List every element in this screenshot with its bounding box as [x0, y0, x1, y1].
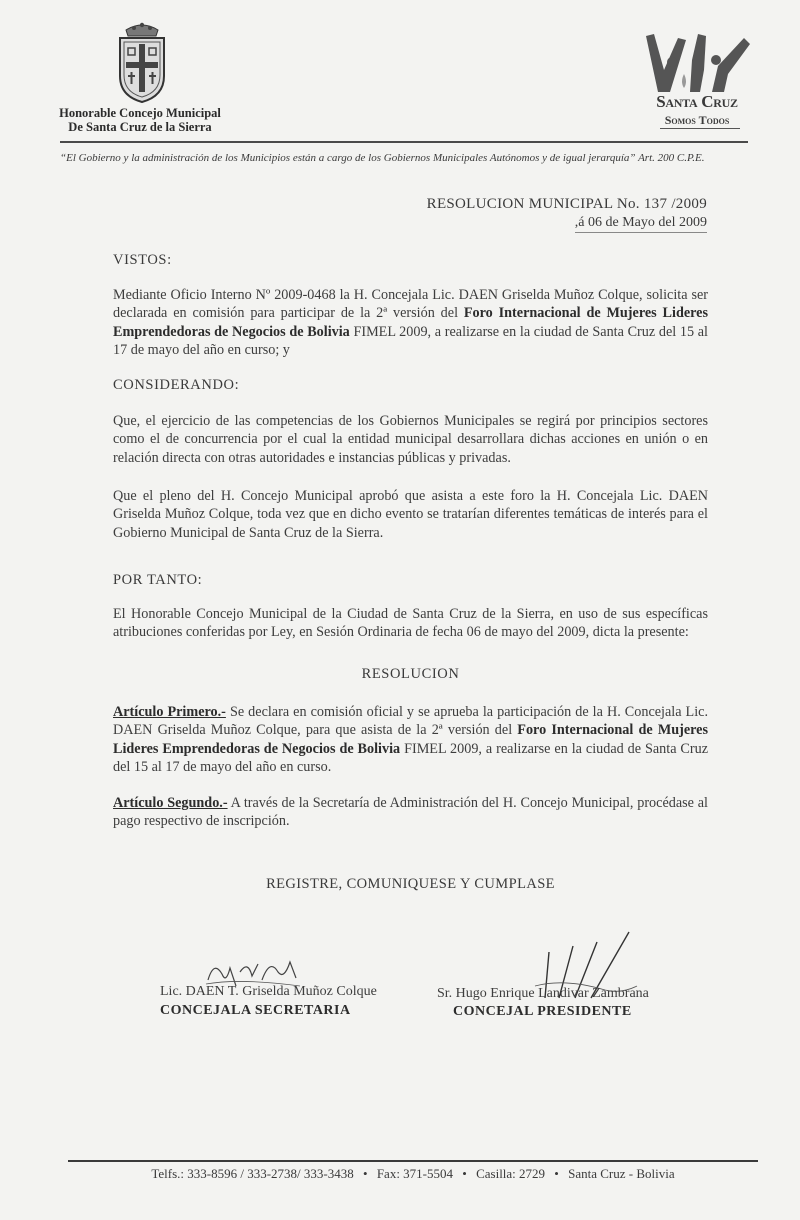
articulo-segundo-label: Artículo Segundo.-: [113, 795, 228, 811]
footer-bullet: •: [363, 1166, 368, 1181]
closing-formula: REGISTRE, COMUNIQUESE Y CUMPLASE: [266, 876, 555, 892]
resolution-title: RESOLUCION MUNICIPAL No. 137 /2009: [426, 196, 707, 212]
vistos-text-2: FIMEL 2009, a realizarse en la ciudad de Santa Cruz del 15 al 17 de mayo del año en curso; y: [113, 323, 708, 358]
municipal-crest-icon: [112, 18, 172, 104]
articulo-segundo: [113, 794, 708, 831]
articulo-primero-text-1: Se declara en comisión oficial y se aprueba la participación de la H. Concejala Lic. DAEN Griselda Muñoz Colque, para que asista de la 2ª versión del: [113, 704, 709, 739]
considerando-paragraph-1: Que, el ejercicio de las competencias de los Gobiernos Municipales se regirá por principios sectores como el de concurrencia por el cual la entidad municipal desarrollara dichas acciones en unión o en relación directa con otras autoridades e instancias públicas y privadas.: [113, 413, 708, 466]
footer-fax: Fax: 371-5504: [376, 1166, 454, 1181]
articulo-primero-text-2: FIMEL 2009, a realizarse en la ciudad de Santa Cruz del 15 al 17 de mayo del año en curso.: [113, 740, 709, 775]
logo-wordmark: Santa Cruz: [656, 92, 738, 111]
footer-casilla: Casilla: 2729: [476, 1166, 546, 1181]
left-signer-name: Lic. DAEN T. Griselda Muñoz Colque: [160, 984, 377, 999]
council-name-line1: Honorable Concejo Municipal: [59, 106, 221, 120]
header-divider: [60, 141, 748, 143]
footer-bullet: •: [554, 1166, 559, 1181]
footer-bullet: •: [462, 1166, 467, 1181]
vistos-forum-name: Foro Internacional de Mujeres Lideres Emprendedoras de Negocios de Bolivia: [113, 305, 708, 340]
considerando-paragraph-2: Que el pleno del H. Concejo Municipal aprobó que asista a este foro la H. Concejala Lic. DAEN Griselda Muñoz Colque, toda vez que en dicho evento se tratarían diferentes temáticas de interés para el Gobierno Municipal de Santa Cruz de la Sierra.: [113, 488, 708, 541]
council-name: [40, 106, 240, 134]
logo-underline: [660, 128, 740, 129]
left-signer-role: CONCEJALA SECRETARIA: [160, 1003, 351, 1018]
logo-tagline: Somos Todos: [664, 113, 730, 127]
footer-divider: [68, 1160, 758, 1162]
santa-cruz-logo-icon: [640, 30, 752, 126]
considerando-heading: CONSIDERANDO:: [113, 377, 240, 393]
articulo-primero: [113, 703, 708, 776]
resolution-date: ,á 06 de Mayo del 2009: [575, 215, 707, 233]
vistos-paragraph: [113, 286, 708, 359]
vistos-text-1: Mediante Oficio Interno Nº 2009-0468 la H. Concejala Lic. DAEN Griselda Muñoz Colque, solicita ser declarada en comisión para participar de la 2ª versión del: [113, 287, 708, 322]
por-tanto-heading: POR TANTO:: [113, 572, 203, 588]
right-signer-name: Sr. Hugo Enrique Landivar Zambrana: [437, 986, 649, 1001]
articulo-primero-label: Artículo Primero.-: [113, 704, 226, 720]
constitution-quote: “El Gobierno y la administración de los Municipios están a cargo de los Gobiernos Municipales Autónomos y de igual jerarquía” Art. 200 C.P.E.: [60, 152, 705, 164]
footer-phones: Telfs.: 333-8596 / 333-2738/ 333-3438: [151, 1166, 354, 1181]
articulo-segundo-text: A través de la Secretaría de Administración del H. Concejo Municipal, procédase al pago respectivo de inscripción.: [113, 795, 708, 830]
footer-city: Santa Cruz - Bolivia: [568, 1166, 675, 1181]
footer-contact: [68, 1166, 758, 1182]
vistos-heading: VISTOS:: [113, 252, 172, 268]
council-name-line2: De Santa Cruz de la Sierra: [68, 120, 212, 134]
right-signer-role: CONCEJAL PRESIDENTE: [453, 1004, 632, 1019]
articulo-primero-forum-name: Foro Internacional de Mujeres Lideres Emprendedoras de Negocios de Bolivia: [113, 722, 709, 757]
resolucion-heading: RESOLUCION: [361, 666, 460, 682]
por-tanto-paragraph: El Honorable Concejo Municipal de la Ciudad de Santa Cruz de la Sierra, en uso de sus específicas atribuciones conferidas por Ley, en Sesión Ordinaria de fecha 06 de mayo del 2009, dicta la presente:: [113, 606, 708, 641]
